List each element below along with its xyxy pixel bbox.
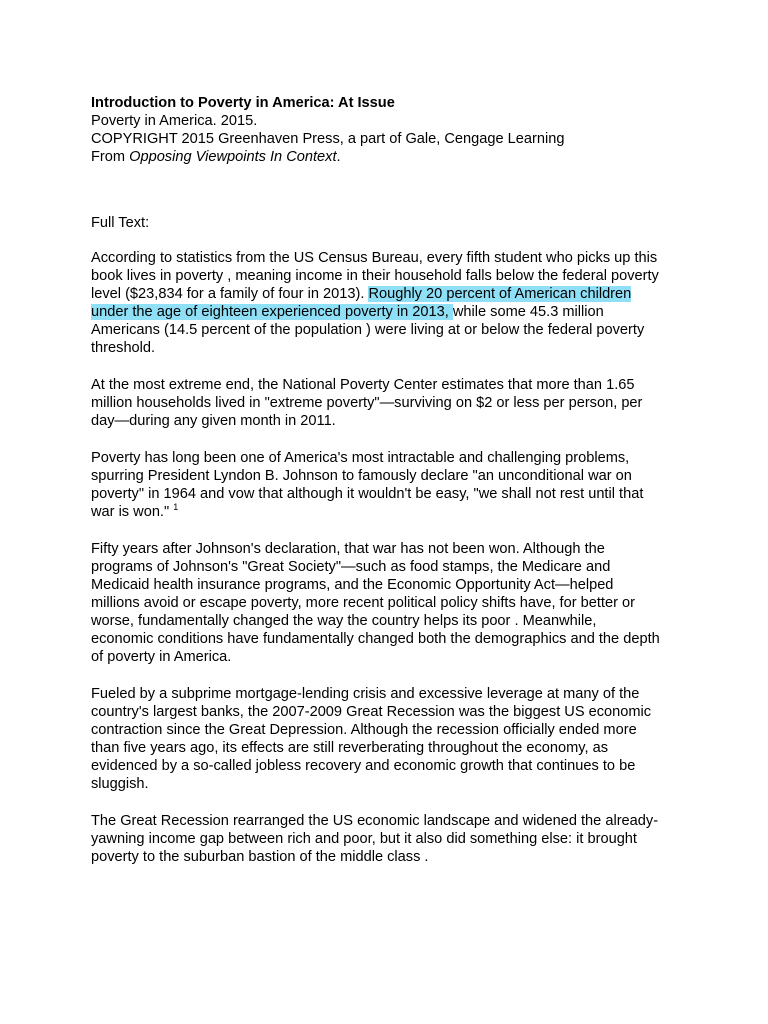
text-line: At the most extreme end, the National Poverty Center estimates that more than 1.65	[91, 377, 635, 393]
text-segment: war is won."	[91, 504, 174, 520]
text-line: programs of Johnson's "Great Society"—such as food stamps, the Medicare and	[91, 559, 611, 575]
text-line	[91, 503, 691, 521]
article-source: Poverty in America. 2015.	[91, 113, 258, 129]
highlighted-text: under the age of eighteen experienced poverty in 2013,	[91, 304, 453, 320]
paragraph-6	[91, 812, 691, 866]
from-prefix: From	[91, 149, 130, 165]
paragraph-4	[91, 540, 691, 666]
footnote-marker: 1	[173, 502, 179, 513]
text-line: millions avoid or escape poverty, more recent political policy shifts have, for better or	[91, 595, 635, 611]
text-line: threshold.	[91, 340, 156, 356]
highlighted-text: Roughly 20 percent of American children	[368, 286, 632, 302]
text-line: Medicaid health insurance programs, and the Economic Opportunity Act—helped	[91, 577, 614, 593]
article-header	[91, 94, 691, 166]
text-line: Fifty years after Johnson's declaration, that war has not been won. Although the	[91, 541, 605, 557]
text-line: poverty" in 1964 and vow that although it wouldn't be easy, "we shall not rest until that	[91, 486, 644, 502]
document-page	[91, 94, 691, 866]
article-title: Introduction to Poverty in America: At Issue	[91, 95, 395, 111]
article-from	[91, 148, 691, 166]
text-line: worse, fundamentally changed the way the country helps its poor . Meanwhile,	[91, 613, 597, 629]
text-line: book lives in poverty , meaning income in their household falls below the federal poverty	[91, 268, 659, 284]
text-line: country's largest banks, the 2007-2009 Great Recession was the biggest US economic	[91, 704, 652, 720]
text-line: million households lived in "extreme poverty"—surviving on $2 or less per person, per	[91, 395, 643, 411]
text-line: Fueled by a subprime mortgage-lending crisis and excessive leverage at many of the	[91, 686, 640, 702]
text-line: According to statistics from the US Census Bureau, every fifth student who picks up this	[91, 250, 658, 266]
text-line	[91, 303, 691, 321]
text-line: contraction since the Great Depression. Although the recession officially ended more	[91, 722, 637, 738]
paragraph-3	[91, 449, 691, 521]
text-line: The Great Recession rearranged the US economic landscape and widened the already-	[91, 813, 659, 829]
paragraph-1	[91, 249, 691, 357]
paragraph-5	[91, 685, 691, 793]
text-line: than five years ago, its effects are still reverberating throughout the economy, as	[91, 740, 609, 756]
text-line: evidenced by a so-called jobless recovery and economic growth that continues to be	[91, 758, 636, 774]
text-line: Americans (14.5 percent of the population ) were living at or below the federal poverty	[91, 322, 645, 338]
from-suffix: .	[336, 149, 341, 165]
full-text-label: Full Text:	[91, 215, 150, 231]
text-segment: while some 45.3 million	[452, 304, 604, 320]
article-copyright: COPYRIGHT 2015 Greenhaven Press, a part of Gale, Cengage Learning	[91, 131, 565, 147]
text-line: yawning income gap between rich and poor, but it also did something else: it brought	[91, 831, 637, 847]
text-line: of poverty in America.	[91, 649, 232, 665]
text-line: economic conditions have fundamentally changed both the demographics and the depth	[91, 631, 660, 647]
text-line: sluggish.	[91, 776, 149, 792]
text-line: day—during any given month in 2011.	[91, 413, 336, 429]
text-line: poverty to the suburban bastion of the middle class .	[91, 849, 429, 865]
text-line: spurring President Lyndon B. Johnson to famously declare "an unconditional war on	[91, 468, 632, 484]
from-title: Opposing Viewpoints In Context	[129, 149, 337, 165]
paragraph-2	[91, 376, 691, 430]
text-segment: level ($23,834 for a family of four in 2013).	[91, 286, 369, 302]
text-line	[91, 285, 691, 303]
text-line: Poverty has long been one of America's most intractable and challenging problems,	[91, 450, 630, 466]
